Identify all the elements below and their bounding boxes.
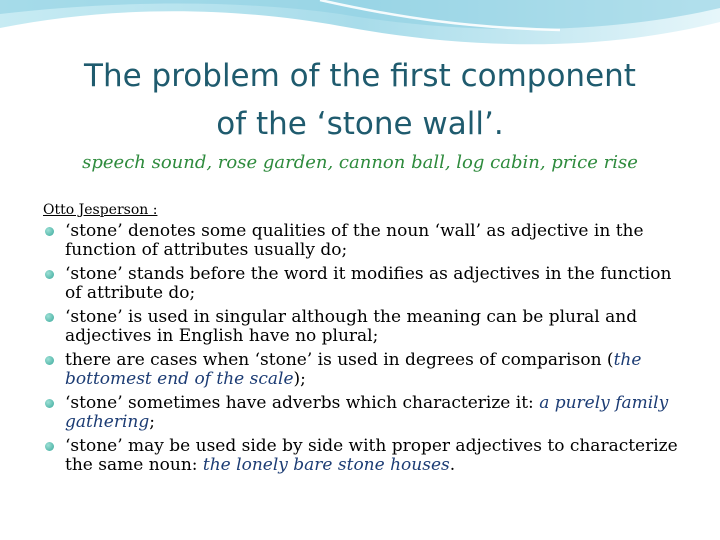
list-item bbox=[43, 351, 683, 389]
point-text: ‘stone’ denotes some qualities of the noun ‘wall’ as adjective in the function of attributes usually do; bbox=[65, 221, 644, 260]
list-item bbox=[43, 265, 683, 303]
list-item bbox=[43, 394, 683, 432]
point-text: ‘stone’ stands before the word it modifies as adjectives in the function of attribute do; bbox=[65, 264, 672, 303]
point-suffix: . bbox=[449, 455, 456, 475]
title-line-1: The problem of the first component bbox=[84, 58, 636, 94]
bullet-icon bbox=[45, 356, 54, 365]
point-example: the lonely bare stone houses bbox=[202, 455, 450, 475]
point-text: ‘stone’ sometimes have adverbs which characterize it: bbox=[65, 393, 540, 413]
examples-subtitle: speech sound, rose garden, cannon ball, log cabin, price rise bbox=[82, 152, 638, 173]
point-text: there are cases when ‘stone’ is used in degrees of comparison ( bbox=[65, 350, 614, 370]
point-suffix: ; bbox=[149, 412, 155, 432]
point-example: the bottomest end of the scale bbox=[65, 350, 642, 389]
bullet-icon bbox=[45, 442, 54, 451]
bullet-icon bbox=[45, 227, 54, 236]
point-text: ‘stone’ is used in singular although the meaning can be plural and adjectives in English have no plural; bbox=[65, 307, 638, 346]
bullet-icon bbox=[45, 399, 54, 408]
bullet-icon bbox=[45, 270, 54, 279]
slide-title bbox=[30, 52, 690, 148]
argument-list bbox=[43, 222, 683, 480]
point-example: a purely family gathering bbox=[65, 393, 669, 432]
author-label: Otto Jesperson : bbox=[43, 202, 158, 218]
list-item bbox=[43, 437, 683, 475]
list-item bbox=[43, 222, 683, 260]
point-text: ‘stone’ may be used side by side with proper adjectives to characterize the same noun: bbox=[65, 436, 678, 475]
title-line-2: of the ‘stone wall’. bbox=[216, 106, 504, 142]
list-item bbox=[43, 308, 683, 346]
bullet-icon bbox=[45, 313, 54, 322]
point-suffix: ); bbox=[293, 369, 306, 389]
